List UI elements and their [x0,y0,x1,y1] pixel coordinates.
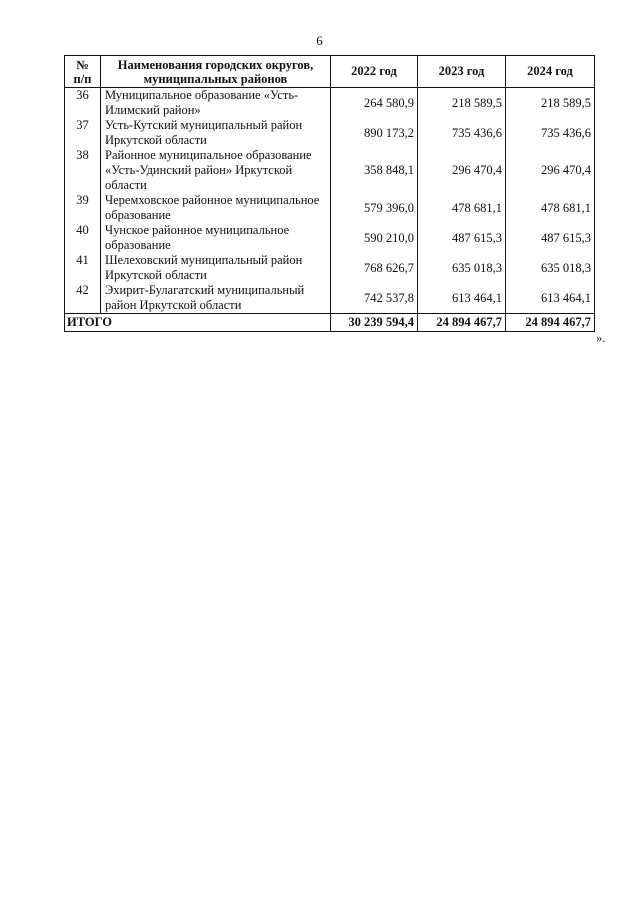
row-value-2024: 478 681,1 [506,193,595,223]
table-row [65,193,595,223]
row-value-2023: 296 470,4 [418,148,506,193]
header-number-line-1: № [76,57,89,72]
row-name [101,223,331,253]
table-body [65,88,595,314]
header-year-2023: 2023 год [418,56,506,88]
row-name-line: Черемховское районное муниципальное [105,193,320,207]
row-name [101,283,331,314]
row-name [101,148,331,193]
row-name-line: Чунское районное муниципальное [105,223,290,237]
row-number: 37 [65,118,101,148]
row-value-2023: 218 589,5 [418,88,506,119]
row-name-line: области [105,178,147,192]
table-header [65,56,595,88]
total-2022: 30 239 594,4 [331,314,418,332]
row-name-line: Районное муниципальное образование [105,148,312,162]
total-label: ИТОГО [65,314,331,332]
row-value-2022: 358 848,1 [331,148,418,193]
header-year-2024: 2024 год [506,56,595,88]
row-name [101,193,331,223]
row-name-line: Муниципальное образование «Усть- [105,88,299,102]
row-name [101,118,331,148]
table-row [65,283,595,314]
row-value-2024: 735 436,6 [506,118,595,148]
row-name-line: Иркутской области [105,268,207,282]
page-number: 6 [316,33,323,48]
header-name-line-2: муниципальных районов [143,71,288,86]
row-name-line: образование [105,208,171,222]
header-name [101,56,331,88]
total-row [65,314,595,332]
row-value-2023: 613 464,1 [418,283,506,314]
total-2023: 24 894 467,7 [418,314,506,332]
row-value-2023: 478 681,1 [418,193,506,223]
row-number: 39 [65,193,101,223]
row-value-2022: 590 210,0 [331,223,418,253]
total-2024: 24 894 467,7 [506,314,595,332]
row-name [101,253,331,283]
row-name-line: Иркутской области [105,133,207,147]
row-value-2022: 768 626,7 [331,253,418,283]
table-row [65,118,595,148]
row-value-2023: 735 436,6 [418,118,506,148]
row-value-2022: 579 396,0 [331,193,418,223]
row-value-2023: 635 018,3 [418,253,506,283]
row-value-2024: 487 615,3 [506,223,595,253]
row-value-2022: 264 580,9 [331,88,418,119]
row-name-line: Шелеховский муниципальный район [105,253,303,267]
header-number [65,56,101,88]
row-number: 42 [65,283,101,314]
row-value-2024: 635 018,3 [506,253,595,283]
row-value-2022: 890 173,2 [331,118,418,148]
header-number-line-2: п/п [73,71,92,86]
table-footer [65,314,595,332]
header-name-line-1: Наименования городских округов, [117,57,314,72]
row-number: 36 [65,88,101,119]
table-row [65,253,595,283]
row-number: 38 [65,148,101,193]
closing-quote: ». [596,331,606,345]
row-name-line: Илимский район» [105,103,201,117]
row-value-2024: 296 470,4 [506,148,595,193]
table-row [65,148,595,193]
row-name [101,88,331,119]
row-name-line: Усть-Кутский муниципальный район [105,118,303,132]
table-row [65,223,595,253]
budget-table [64,55,595,332]
row-name-line: образование [105,238,171,252]
row-name-line: Эхирит-Булагатский муниципальный [105,283,305,297]
row-number: 40 [65,223,101,253]
row-value-2024: 218 589,5 [506,88,595,119]
row-value-2023: 487 615,3 [418,223,506,253]
row-value-2024: 613 464,1 [506,283,595,314]
row-value-2022: 742 537,8 [331,283,418,314]
row-number: 41 [65,253,101,283]
header-year-2022: 2022 год [331,56,418,88]
row-name-line: «Усть-Удинский район» Иркутской [105,163,293,177]
row-name-line: район Иркутской области [105,298,242,312]
table-row [65,88,595,119]
